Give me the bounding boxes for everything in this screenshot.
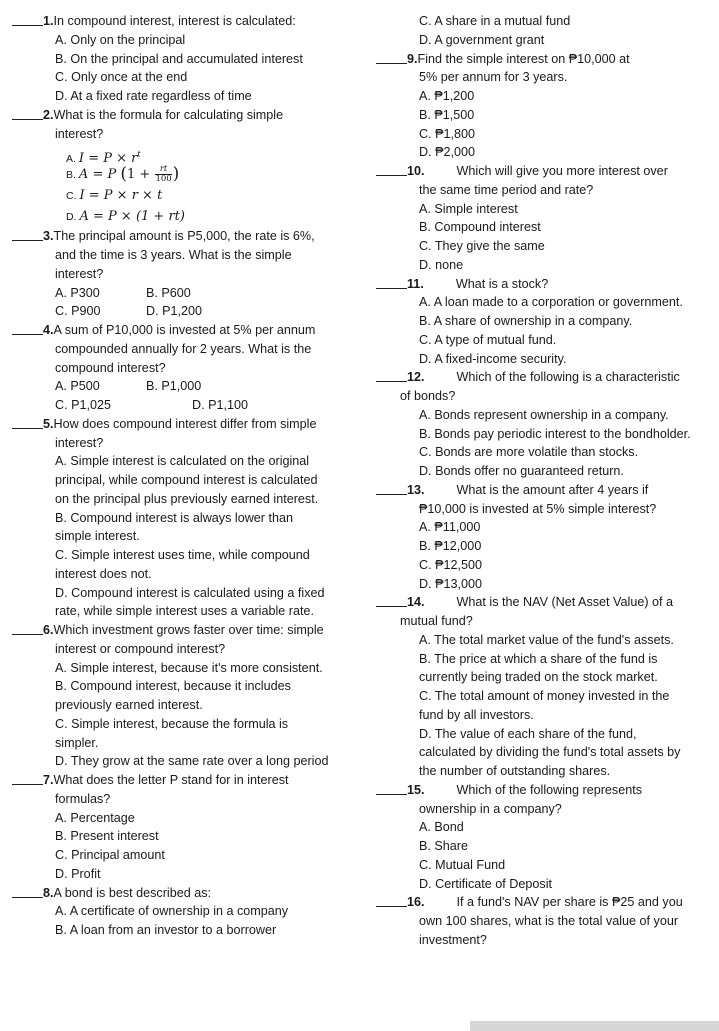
option: B. A share of ownership in a company. [419,314,633,328]
question-text-cont: mutual fund? [400,614,473,628]
option: B. Compound interest [419,220,541,235]
option-line: principal, while compound interest is calculated [55,473,318,487]
option-line: C. The total amount of money invested in the [419,689,670,703]
question-text-cont: of bonds? [400,389,456,403]
option: B. A loan from an investor to a borrower [55,923,277,937]
question-13: 13. What is the amount after 4 years if [376,481,714,500]
question-text-cont: investment? [419,932,487,947]
option-line: calculated by dividing the fund's total assets by [419,745,681,760]
option-row [12,396,342,415]
option: B. P600 [146,285,191,300]
question-text: Which of the following is a characteristic [456,370,680,385]
option: A. P300 [55,285,100,300]
option: A. Bonds represent ownership in a company. [419,407,669,422]
formula-option-c: C. I = P × r × t [66,188,163,204]
option: B. Share [419,839,469,853]
option: C. ₱1,800 [419,126,476,141]
question-6: 6.Which investment grows faster over time: simple [12,621,342,640]
answer-blank-9[interactable] [376,50,407,64]
question-text: If a fund's NAV per share is ₱25 and you [456,895,683,910]
option-line: A. The total market value of the fund's assets. [419,632,674,647]
option: B. Present interest [55,829,159,844]
option: D. ₱13,000 [419,576,483,591]
option: D. Certificate of Deposit [419,876,552,891]
option-line: simpler. [55,735,99,750]
answer-blank-3[interactable] [12,227,43,241]
option: D. P1,200 [146,304,203,319]
question-text: What does the letter P stand for in interest [53,773,289,787]
question-4: 4.A sum of P10,000 is invested at 5% per annum [12,321,342,340]
question-text: What is the formula for calculating simple [53,107,284,122]
question-text-cont: interest? [55,435,104,450]
fraction: $\frac{rt}{100}$ [155,164,172,185]
question-8: 8.A bond is best described as: [12,884,342,903]
option-line: fund by all investors. [419,707,534,722]
question-text-cont: ₱10,000 is invested at 5% simple interest? [419,501,657,516]
option: C. ₱12,500 [419,557,483,572]
option-line: C. Simple interest uses time, while compound [55,548,310,562]
answer-blank-8[interactable] [12,884,43,898]
answer-blank-11[interactable] [376,275,407,289]
option-line: on the principal plus previously earned interest. [55,491,319,506]
option: C. Bonds are more volatile than stocks. [419,445,639,460]
option: A. A loan made to a corporation or government. [419,295,683,310]
question-text-cont: own 100 shares, what is the total value of your [419,914,679,928]
question-text-cont: compound interest? [55,360,166,375]
option-line: D. They grow at the same rate over a long period [55,754,329,769]
answer-blank-5[interactable] [12,415,43,429]
question-text-cont: interest? [55,266,104,281]
option: B. P1,000 [146,379,202,394]
option: A. Simple interest [419,201,518,216]
option: A. ₱1,200 [419,89,475,103]
option-line: previously earned interest. [55,698,203,712]
question-text: Which of the following represents [456,782,643,797]
question-text-cont: interest or compound interest? [55,641,226,656]
option: B. Bonds pay periodic interest to the bondholder. [419,426,691,441]
formula-option-b: B. A = P (1 + $\frac{rt}{100}$ ) [66,164,180,185]
answer-blank-16[interactable] [376,893,407,907]
option-line: A. Simple interest is calculated on the original [55,454,310,469]
option: A. Only on the principal [55,32,186,47]
option-row [12,302,342,321]
answer-blank-13[interactable] [376,481,407,495]
question-15: 15. Which of the following represents [376,781,714,800]
option-line: rate, while simple interest uses a variable rate. [55,604,314,619]
formula-c: I = P × r × t [79,188,163,204]
answer-blank-12[interactable] [376,368,407,382]
option: A. ₱11,000 [419,520,481,535]
question-2: 2.What is the formula for calculating simple [12,106,342,125]
question-text-cont: 5% per annum for 3 years. [419,70,568,85]
right-column [376,12,714,950]
formula-b: A = P (1 + $\frac{rt}{100}$ ) [78,164,180,185]
question-1: 1.In compound interest, interest is calculated: [12,12,342,31]
option: C. A share in a mutual fund [419,14,571,28]
option-line: B. Compound interest is always lower than [55,510,293,525]
option: A. Percentage [55,810,135,825]
option-row [12,377,342,396]
option-line: the number of outstanding shares. [419,764,611,778]
formula-option-d: D. A = P × (1 + rt) [66,209,185,225]
option: D. At a fixed rate regardless of time [55,89,252,103]
answer-blank-14[interactable] [376,593,407,607]
question-3: 3.The principal amount is P5,000, the rate is 6%, [12,227,342,246]
question-text: Which investment grows faster over time: simple [53,623,324,637]
option: D. A fixed-income security. [419,351,567,366]
option: C. Mutual Fund [419,857,506,872]
left-column [12,12,342,940]
question-text-cont: and the time is 3 years. What is the simple [55,248,292,262]
option-line: simple interest. [55,529,140,544]
question-text-cont: formulas? [55,791,111,806]
formula-a: $I = P \times r^t$ [78,149,141,166]
horizontal-scrollbar[interactable] [470,1021,719,1031]
answer-blank-2[interactable] [12,106,43,120]
answer-blank-4[interactable] [12,321,43,335]
question-9: 9.Find the simple interest on ₱10,000 at [376,50,714,69]
question-text: The principal amount is P5,000, the rate is 6%, [53,229,315,244]
question-11: 11. What is a stock? [376,275,714,294]
question-10: 10. Which will give you more interest over [376,162,714,181]
question-text-cont: the same time period and rate? [419,182,594,197]
answer-blank-15[interactable] [376,781,407,795]
formula-option-a: A. $I = P \times r^t$ [66,149,141,166]
option: C. Principal amount [55,848,165,862]
answer-blank-6[interactable] [12,621,43,635]
option: B. On the principal and accumulated interest [55,51,303,66]
option: D. A government grant [419,32,545,47]
option: C. Only once at the end [55,70,188,85]
formula-d: A = P × (1 + rt) [79,209,185,225]
option: D. P1,100 [192,398,249,412]
option: A. A certificate of ownership in a company [55,904,289,919]
question-7: 7.What does the letter P stand for in interest [12,771,342,790]
option-line: C. Simple interest, because the formula is [55,716,289,731]
option-row [12,284,342,303]
option: C. They give the same [419,239,545,253]
option: B. ₱12,000 [419,539,482,553]
answer-blank-10[interactable] [376,162,407,176]
option: D. ₱2,000 [419,145,476,160]
question-text: A sum of P10,000 is invested at 5% per annum [53,323,316,337]
answer-blank-1[interactable] [12,12,43,26]
option: D. none [419,257,464,272]
answer-blank-7[interactable] [12,771,43,785]
question-text: Which will give you more interest over [456,164,668,178]
question-12: 12. Which of the following is a characteristic [376,368,714,387]
option: A. Bond [419,820,464,835]
question-text: What is the amount after 4 years if [456,482,649,497]
option: C. P900 [55,304,101,319]
question-text: What is the NAV (Net Asset Value) of a [456,595,674,610]
question-text-cont: ownership in a company? [419,801,562,816]
option: C. A type of mutual fund. [419,332,557,347]
option-line: D. The value of each share of the fund, [419,726,637,741]
option: D. Profit [55,866,101,881]
question-text: In compound interest, interest is calculated: [53,14,296,28]
question-text: A bond is best described as: [53,885,212,900]
option: C. P1,025 [55,398,112,412]
option: D. Bonds offer no guaranteed return. [419,464,624,478]
question-text: What is a stock? [455,276,549,291]
option-line: B. The price at which a share of the fund is [419,651,658,666]
option-line: A. Simple interest, because it's more consistent. [55,660,323,675]
question-text: How does compound interest differ from simple [53,416,317,431]
option: B. ₱1,500 [419,107,475,122]
question-text-cont: compounded annually for 2 years. What is the [55,341,312,356]
question-5: 5.How does compound interest differ from simple [12,415,342,434]
question-text: Find the simple interest on ₱10,000 at [417,51,630,66]
question-14: 14. What is the NAV (Net Asset Value) of a [376,593,714,612]
option-line: D. Compound interest is calculated using a fixed [55,585,325,600]
question-16: 16. If a fund's NAV per share is ₱25 and you [376,893,714,912]
option-line: interest does not. [55,566,152,581]
option: A. P500 [55,379,100,394]
option-line: B. Compound interest, because it includes [55,679,291,694]
option-line: currently being traded on the stock market. [419,670,658,685]
question-text-cont: interest? [55,126,104,141]
